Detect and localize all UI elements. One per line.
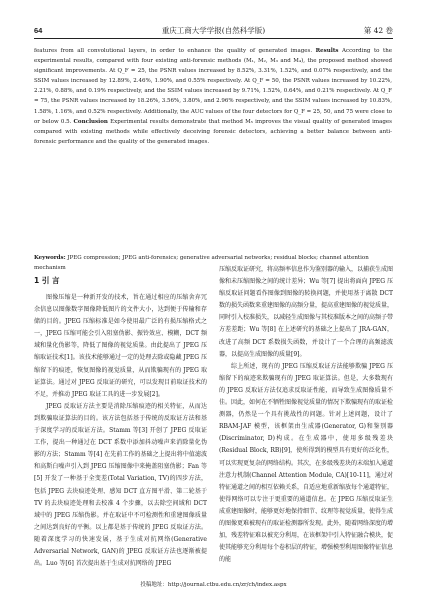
journal-title: 重庆工商大学学报(自然科学版) <box>161 26 266 35</box>
paragraph: 图像压缩是一种新开发的技术，旨在通过相应的压缩舍弃冗余信息以图像数字图像降低图片的文件大小，达到便于传输和存储的目的。JPEG 压缩标准是如今使用最广泛的有损压缩格式之一，JPEG 压缩可能会引入阻塞伪影、振铃效应、模糊，DCT 频域和量化伪影等，降低了图像的视觉质量。由此提出了 JPEG 压缩取证技术[1]。该技术能够通过一定的处理去除或隐藏 JPEG 压缩留下的痕迹，恢复图像的视觉质量，从而欺骗现有的 JPEG 取证算法。通过对 JPEG 反取证的研究，可以发现目前取证技术的不足，并推动 JPEG 取证工具的进一步发展[2]。 <box>34 294 207 398</box>
body-left-column <box>34 292 207 570</box>
results-label: Results <box>315 48 339 54</box>
conclusion-label: Conclusion <box>73 118 108 125</box>
body-right-column <box>219 264 393 566</box>
running-header <box>34 26 393 38</box>
header-rule <box>34 38 393 39</box>
paragraph: JPEG 反取证方法主要是消除压缩痕迹的相关特征，从而达到欺骗取证算法的目的。该方法包括基于传统的反取证方法和基于深度学习的反取证方法。Stamm 等[3] 开创了 JPEG 反取证工作，提出一种通过在 DCT 系数中添加抖动噪声来消除量化伪影的方法；Stamm 等[4] 在先前工作的基础之上提出将中值滤波和高斯白噪声引入到 JPEG 压缩图像中来掩盖阻塞伪影；Fan 等[5] 开发了一种基于全变差(Total Variation, TV)的四步方法，包括 JPEG 去块痕迹处理、感知 DCT 直方图平滑、第二轮基于 TV 的去块痕迹处理和去校准 4 个步骤，以去除空间域和 DCT 域中的 JPEG 压缩伪影。并在取证中不可检测性和重建图像质量之间达到良好的平衡。以上都是基于传统的 JPEG 反取证方法。随着深度学习的快速发展，基于生成对抗网络(Generative Adversarial Network, GAN)的 JPEG 反取证方法也逐渐被提出。Luo 等[6] 首次提出基于生成对抗网络的 JPEG <box>34 402 207 568</box>
section-heading: 1 引 言 <box>34 276 60 285</box>
abstract-methods-tail: features from all convolutional layers, in order to enhance the quality of generated images. <box>34 48 313 54</box>
keywords-label: Keywords: <box>34 255 66 261</box>
page-footer: 投稿地址：http://journal.ctbu.edu.cn/zr/ch/index.aspx <box>140 582 287 588</box>
keywords-text: JPEG compression; JPEG anti-forensics; generative adversarial networks; residual blocks; channel attention mechanism <box>34 255 369 271</box>
volume-label: 第 42 卷 <box>363 26 393 35</box>
paragraph: 综上所述，现有的 JPEG 压缩反取证方法能够欺骗 JPEG 压缩留下的痕迹来欺骗现有的 JPEG 取证算法。但是，大多数现有的 JPEG 反取证方法仅追求反取证性能，而导致生成图像质量不佳。因此，如何在不牺牲图像视觉质量的情况下欺骗现有的取证检测器，仍然是一个具有挑战性的问题。针对上述问题，设计了 RBAM-JAF 模型，该框架由生成器(Generator, G)和鉴别器(Discriminator, D)构成。在生成器中，使用多级残差块(Residual Block, RB)[9]，使所得到的模型具有更好的泛化性，可以实现更复杂的网络结构。其次，在多级残差块的末端加入通道注意力机制(Channel Attention Module, CA)[10-11]，通过对特征通道之间的相互依赖关系，自适应地重新缩放每个通道特征，使得网络可以专注于更重要的通道信息。在 JPEG 压缩反取证生成重建图像时，能够更好地保持细节、纹理等视觉质量，使得生成的图像更难被现有的取证检测器所发现。此外，随着网络深度的增加，残差特征难以被充分利用，在该框架中引入特征融合模块，促使其能够充分利用每个卷积层的特征，增强模型利用图像特征信息的能 <box>219 362 394 564</box>
english-abstract <box>34 46 392 147</box>
page-number: 64 <box>34 26 43 35</box>
conclusion-text: Experimental results demonstrate that method M₅ improves the visual quality of generated images compared with existing methods while effectively deceiving forensic detectors, achieving a better balance between anti-forensic performance and the quality of the generated images. <box>34 118 392 145</box>
results-text: According to the experimental results, compared with four existing anti-forensic methods (M₁, M₂, M₃ and M₄), the proposed method showed significant improvements. At Q_F = 25, the PSNR values increased by 8.52%, 3.31%, 1.52%, and 0.07% respectively, and the SSIM values increased by 12.89%, 2.46%, 1.90%, and 0.55% respectively. At Q_F = 50, the PSNR values increased by 10.22%, 2.21%, 0.88%, and 0.19% respectively, and the SSIM values increased by 9.71%, 1.52%, 0.64%, and 0.21% respectively. At Q_F = 75, the PSNR values increased by 18.26%, 3.56%, 3.80%, and 2.96% respectively, and the SSIM values increased by 10.83%, 1.58%, 1.16%, and 0.52% respectively. Additionally, the AUC values of the four detectors for Q_F = 25, 50, and 75 were close to or below 0.5. <box>34 48 392 125</box>
paragraph: 压缩反取证研究，将高频率信息作为鉴别器的输入，以捕获生成图像和未压缩图像之间的统计差异；Wu 等[7] 提出将面向 JPEG 压缩反取证问题看作图像到图像的转换问题，并使用基于离散 DCT 数的损失函数来重建图像的高频分量，提高重建图像的视觉质量，同时引入校准损失，以减轻生成图像与其校准版本之间的高频子带方差差距；Wu 等[8] 在上述研究的基础之上提出了 JRA-GAN，改进了高频 DCT 系数损失函数，并设计了一个合理的高频滤波器，以提高生成图像的质量[9]。 <box>219 266 394 358</box>
